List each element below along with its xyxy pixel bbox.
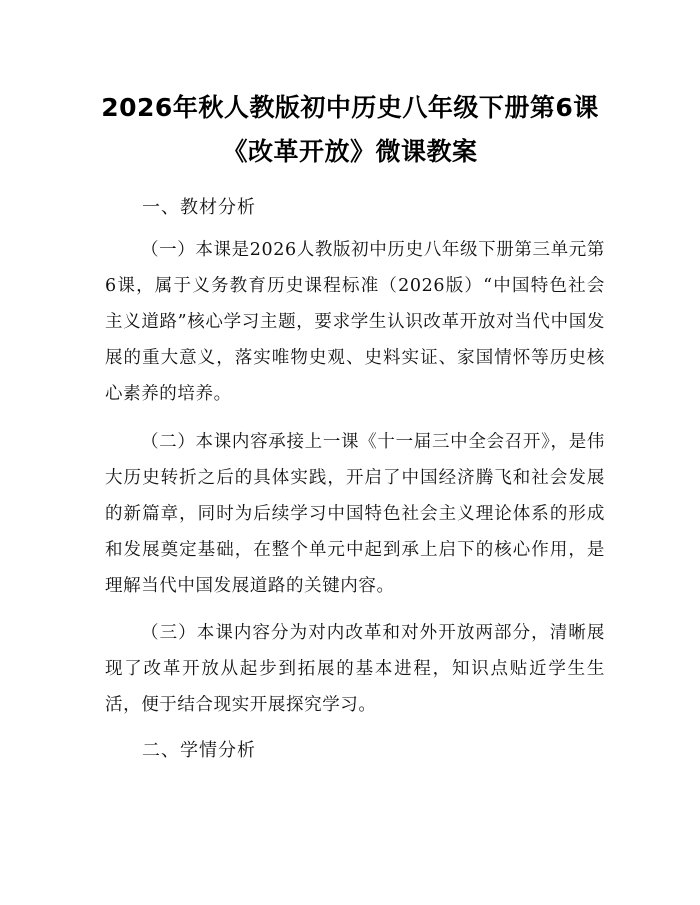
paragraph-3: （三）本课内容分为对内改革和对外开放两部分，清晰展现了改革开放从起步到拓展的基本进程，知识点贴近学生生活，便于结合现实开展探究学习。	[105, 623, 605, 715]
section-heading-learner-analysis: 二、学情分析	[142, 740, 256, 761]
document-title-line-2: 《改革开放》微课教案	[222, 137, 478, 166]
paragraph-1: （一）本课是2026人教版初中历史八年级下册第三单元第6课，属于义务教育历史课程标准（2026版）“中国特色社会主义道路”核心学习主题，要求学生认识改革开放对当代中国发展的重大意义，落实唯物史观、史料实证、家国情怀等历史核心素养的培养。	[105, 240, 605, 404]
document-title-line-1: 2026年秋人教版初中历史八年级下册第6课	[101, 93, 599, 122]
section-heading-textbook-analysis: 一、教材分析	[142, 197, 256, 218]
paragraph-2: （二）本课内容承接上一课《十一届三中全会召开》，是伟大历史转折之后的具体实践，开启了中国经济腾飞和社会发展的新篇章，同时为后续学习中国特色社会主义理论体系的形成和发展奠定基础，在整个单元中起到承上启下的核心作用，是理解当代中国发展道路的关键内容。	[105, 432, 605, 596]
